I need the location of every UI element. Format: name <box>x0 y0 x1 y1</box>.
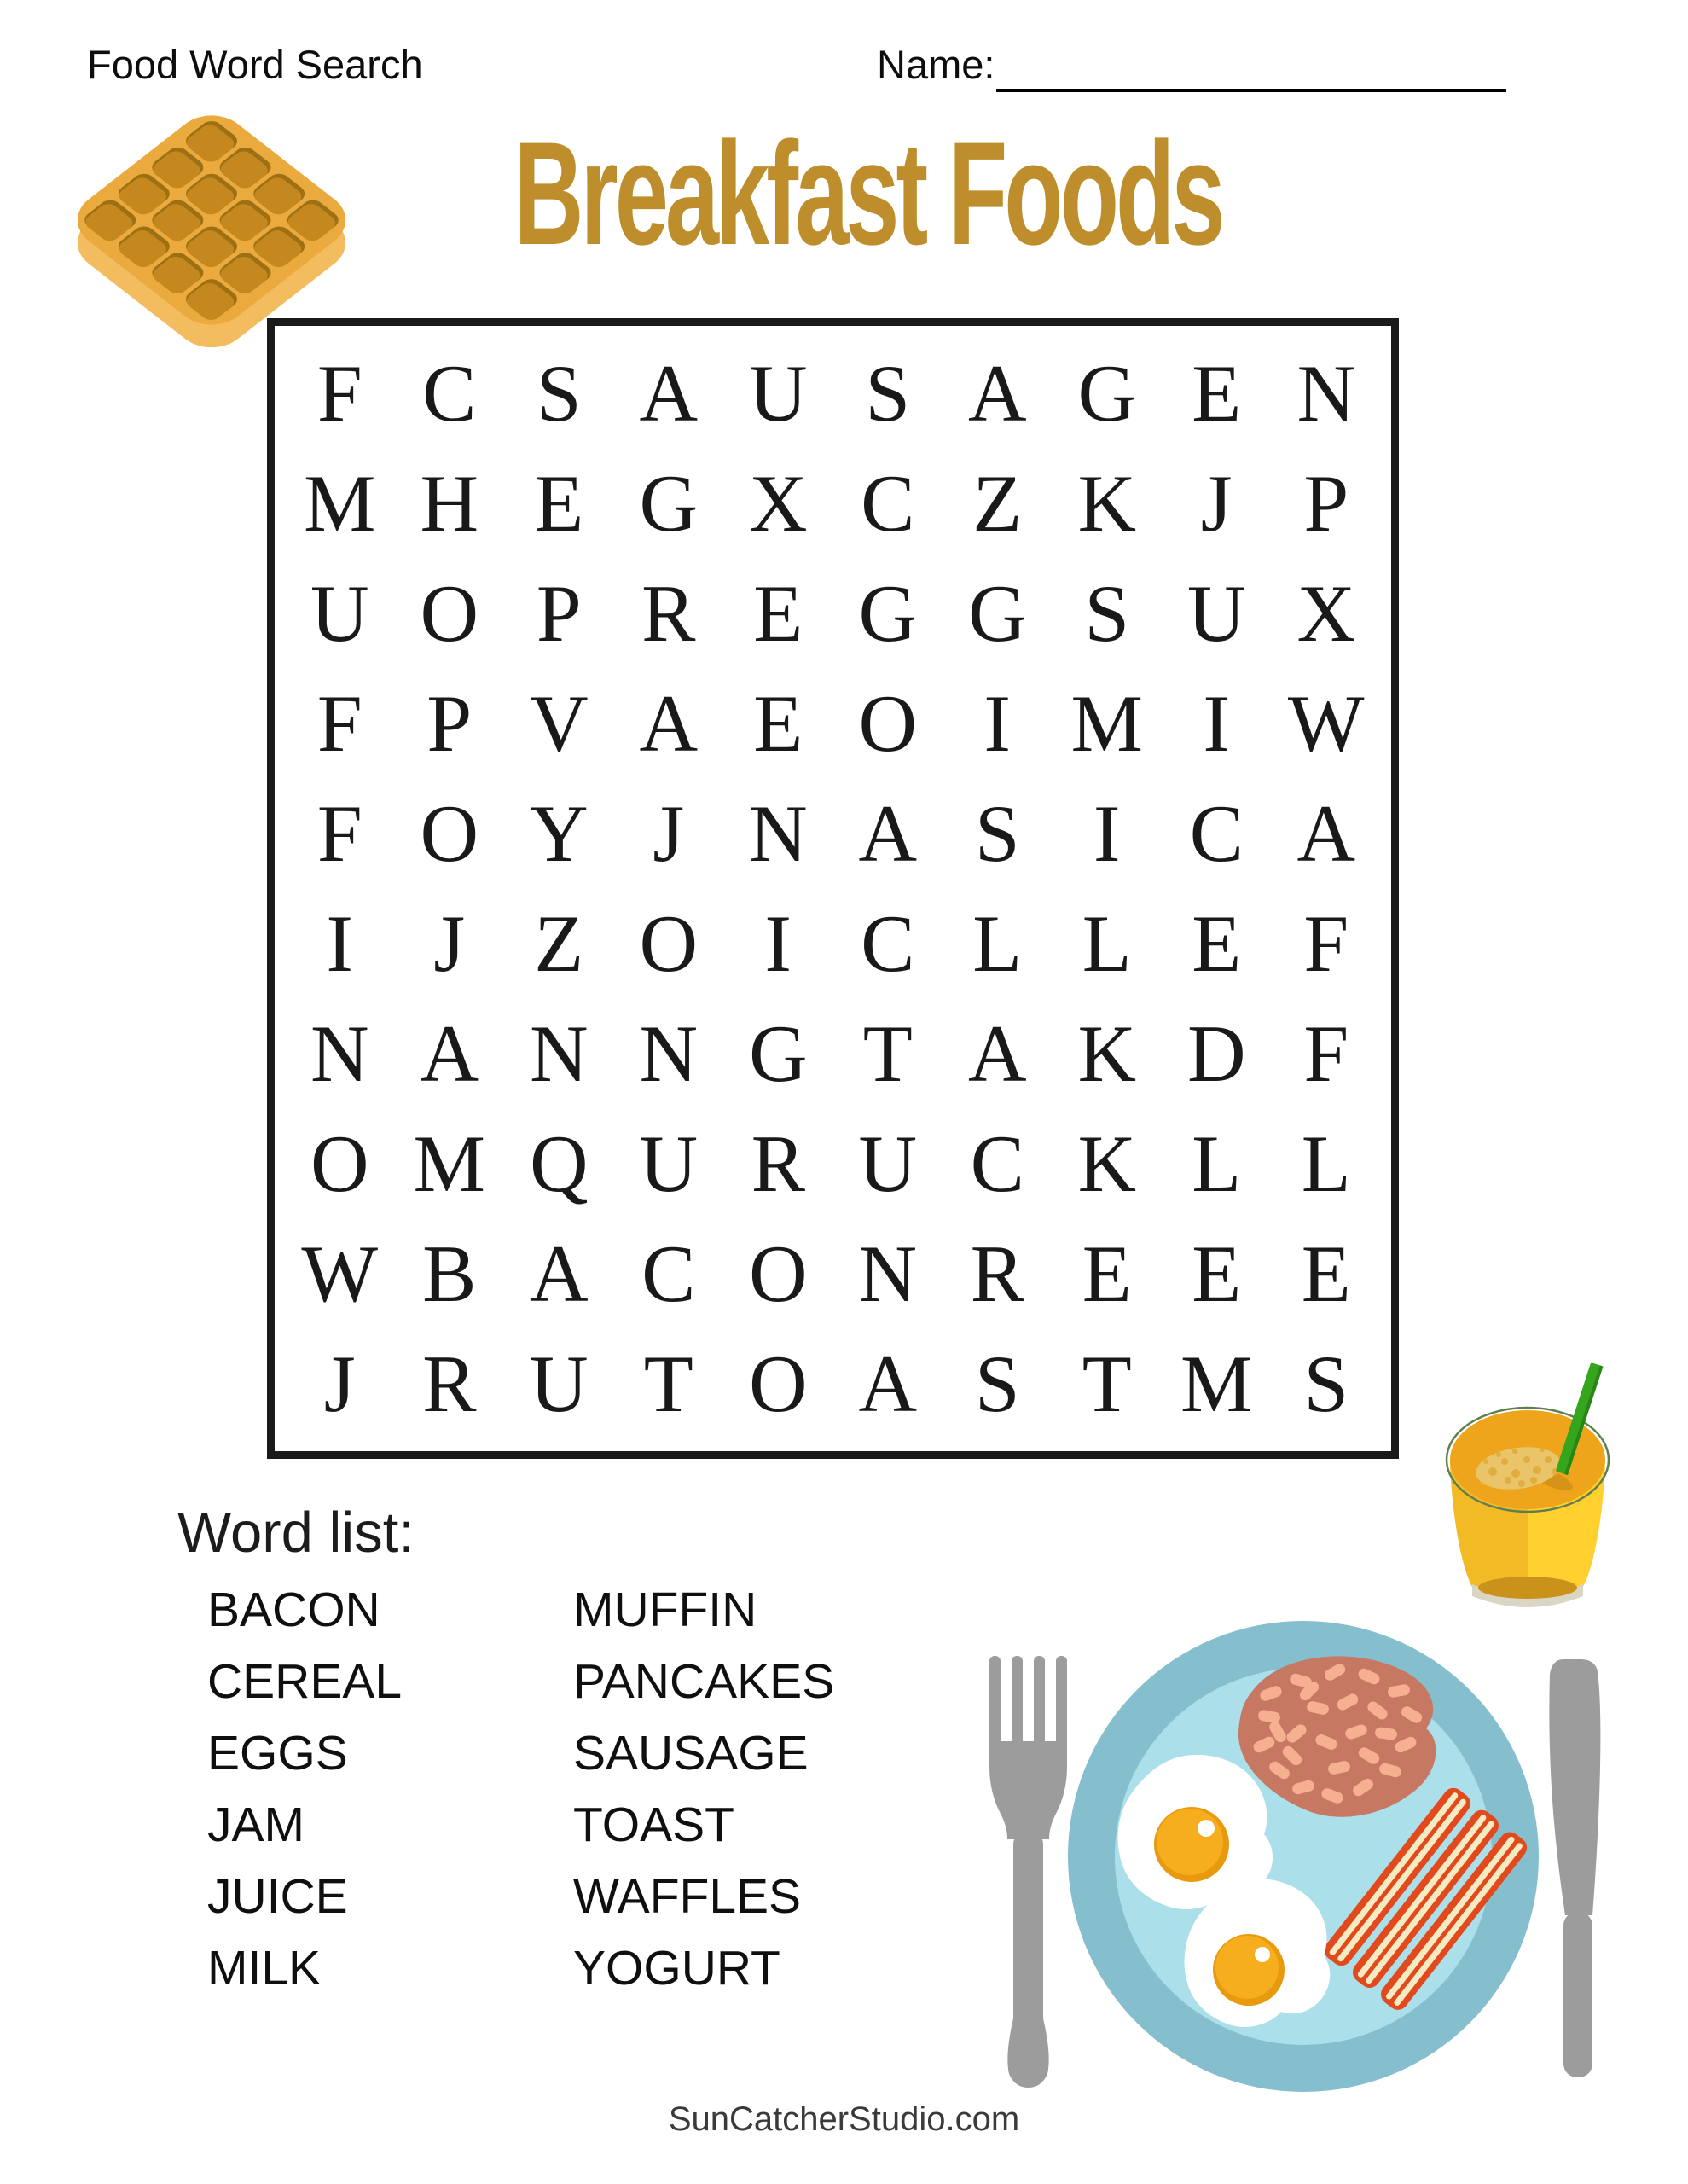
word-list-item-waffles: WAFFLES <box>573 1869 802 1924</box>
grid-letter-r7c10: F <box>1303 1008 1349 1100</box>
grid-letter-r9c5: O <box>748 1228 808 1320</box>
grid-letter-r7c4: N <box>639 1008 699 1100</box>
grid-letter-r8c4: U <box>639 1118 699 1210</box>
grid-letter-r7c5: G <box>748 1008 808 1100</box>
word-list-item-sausage: SAUSAGE <box>573 1726 809 1780</box>
grid-letter-r5c3: Y <box>529 787 589 879</box>
grid-letter-r1c6: S <box>865 347 911 439</box>
grid-letter-r7c1: N <box>310 1008 369 1100</box>
grid-letter-r10c9: M <box>1180 1339 1253 1430</box>
grid-letter-r1c7: A <box>967 347 1027 439</box>
grid-letter-r2c5: X <box>748 457 808 549</box>
grid-letter-r1c9: E <box>1192 347 1242 439</box>
word-list-item-jam: JAM <box>207 1798 305 1852</box>
grid-letter-r2c7: Z <box>972 457 1023 549</box>
grid-letter-r10c10: S <box>1303 1339 1349 1430</box>
word-list-item-pancakes: PANCAKES <box>573 1654 835 1709</box>
grid-letter-r3c5: E <box>753 567 803 659</box>
grid-letter-r4c7: I <box>983 677 1012 769</box>
grid-letter-r2c8: K <box>1077 457 1137 549</box>
grid-letter-r8c6: U <box>858 1118 918 1210</box>
website-credit: SunCatcherStudio.com <box>668 2100 1020 2138</box>
grid-letter-r5c2: O <box>420 787 479 879</box>
grid-letter-r9c6: N <box>858 1228 918 1320</box>
grid-letter-r1c2: C <box>422 347 477 439</box>
grid-letter-r4c1: F <box>316 677 363 769</box>
word-list-item-yogurt: YOGURT <box>573 1941 780 1995</box>
grid-letter-r4c4: A <box>639 677 699 769</box>
grid-letter-r2c10: P <box>1303 457 1349 549</box>
grid-letter-r5c7: S <box>974 787 1020 879</box>
grid-letter-r6c3: Z <box>534 898 584 990</box>
word-list-heading: Word list: <box>177 1501 415 1565</box>
word-list-column-2 <box>573 1574 834 2004</box>
word-list-item-bacon: BACON <box>207 1583 380 1637</box>
grid-letter-r7c9: D <box>1186 1008 1246 1100</box>
grid-letter-r5c4: J <box>653 787 685 879</box>
grid-letter-r9c2: B <box>422 1228 477 1320</box>
grid-letter-r2c9: J <box>1200 457 1233 549</box>
grid-letter-r4c10: W <box>1287 677 1365 769</box>
waffle-icon <box>41 94 382 380</box>
grid-letter-r2c4: G <box>639 457 699 549</box>
grid-letter-r8c9: L <box>1192 1118 1242 1210</box>
grid-letter-r8c10: L <box>1301 1118 1351 1210</box>
grid-letter-r1c10: N <box>1296 347 1356 439</box>
word-list-item-juice: JUICE <box>207 1869 348 1924</box>
grid-letter-r1c1: F <box>316 347 363 439</box>
grid-letter-r8c8: K <box>1077 1118 1137 1210</box>
grid-letter-r6c5: I <box>764 898 792 990</box>
grid-letter-r10c8: T <box>1082 1339 1132 1430</box>
grid-letter-r9c10: E <box>1301 1228 1351 1320</box>
grid-letter-r6c7: L <box>972 898 1023 990</box>
grid-letter-r1c3: S <box>536 347 582 439</box>
grid-letter-r8c5: R <box>751 1118 805 1210</box>
grid-letter-r10c1: J <box>323 1339 356 1430</box>
grid-letter-r6c8: L <box>1082 898 1132 990</box>
grid-letter-r3c9: U <box>1186 567 1246 659</box>
grid-letter-r10c2: R <box>422 1339 477 1430</box>
grid-letter-r4c8: M <box>1070 677 1143 769</box>
grid-letter-r9c7: R <box>970 1228 1024 1320</box>
word-list-item-toast: TOAST <box>573 1798 734 1852</box>
grid-letter-r7c7: A <box>967 1008 1027 1100</box>
grid-letter-r5c8: I <box>1093 787 1121 879</box>
grid-letter-r3c1: U <box>310 567 369 659</box>
grid-letter-r3c6: G <box>858 567 918 659</box>
grid-letter-r10c5: O <box>748 1339 808 1430</box>
fork-icon <box>989 1656 1067 2088</box>
grid-letter-r5c5: N <box>748 787 808 879</box>
name-label: Name: <box>877 42 995 87</box>
grid-letter-r3c7: G <box>967 567 1027 659</box>
grid-letter-r1c5: U <box>748 347 808 439</box>
grid-letter-r1c8: G <box>1077 347 1137 439</box>
grid-letter-r7c3: N <box>529 1008 589 1100</box>
name-blank-line[interactable] <box>996 89 1506 92</box>
grid-letter-r6c10: F <box>1303 898 1349 990</box>
grid-letter-r5c6: A <box>858 787 918 879</box>
grid-letter-r1c4: A <box>639 347 699 439</box>
worksheet-type-label: Food Word Search <box>87 42 423 87</box>
puzzle-title: Breakfast Foods <box>513 112 1222 276</box>
word-list-item-eggs: EGGS <box>207 1726 348 1780</box>
grid-letter-r5c1: F <box>316 787 363 879</box>
grid-letter-r9c3: A <box>529 1228 589 1320</box>
grid-letter-r9c9: E <box>1192 1228 1242 1320</box>
grid-letter-r3c2: O <box>420 567 479 659</box>
grid-letter-r10c4: T <box>643 1339 693 1430</box>
grid-letter-r7c8: K <box>1077 1008 1137 1100</box>
word-search-grid <box>267 318 1399 1459</box>
grid-letter-r6c1: I <box>326 898 354 990</box>
grid-letter-r9c1: W <box>301 1228 379 1320</box>
grid-letter-r2c3: E <box>534 457 584 549</box>
breakfast-plate-illustration <box>938 1612 1629 2107</box>
grid-letter-r4c3: V <box>529 677 589 769</box>
grid-letter-r6c4: O <box>639 898 699 990</box>
grid-letter-r4c9: I <box>1203 677 1231 769</box>
grid-letter-r10c6: A <box>858 1339 918 1430</box>
grid-letter-r6c2: J <box>433 898 466 990</box>
grid-letter-r8c3: Q <box>529 1118 589 1210</box>
word-list-item-milk: MILK <box>207 1941 322 1995</box>
grid-letter-r10c3: U <box>529 1339 589 1430</box>
word-list-column-1 <box>207 1574 402 2004</box>
knife-icon <box>1549 1659 1600 2077</box>
grid-letter-r5c9: C <box>1189 787 1244 879</box>
grid-letter-r4c2: P <box>426 677 473 769</box>
grid-letter-r10c7: S <box>974 1339 1020 1430</box>
grid-letter-r9c4: C <box>641 1228 696 1320</box>
grid-letter-r3c3: P <box>536 567 582 659</box>
grid-letter-r7c2: A <box>420 1008 479 1100</box>
grid-letter-r6c9: E <box>1192 898 1242 990</box>
grid-letter-r2c1: M <box>304 457 376 549</box>
grid-letter-r3c8: S <box>1084 567 1130 659</box>
orange-juice-icon <box>1433 1352 1621 1617</box>
grid-letter-r3c4: R <box>641 567 696 659</box>
grid-letter-r4c5: E <box>753 677 803 769</box>
grid-letter-r8c2: M <box>413 1118 485 1210</box>
grid-letter-r2c2: H <box>420 457 479 549</box>
grid-letter-r6c6: C <box>861 898 915 990</box>
grid-letter-r9c8: E <box>1082 1228 1132 1320</box>
grid-letter-r4c6: O <box>858 677 918 769</box>
grid-letter-r3c10: X <box>1296 567 1356 659</box>
grid-letter-r8c1: O <box>310 1118 369 1210</box>
grid-letter-r5c10: A <box>1296 787 1356 879</box>
grid-letter-r7c6: T <box>862 1008 913 1100</box>
word-list-item-cereal: CEREAL <box>207 1654 403 1709</box>
word-list-item-muffin: MUFFIN <box>573 1583 757 1637</box>
grid-letter-r8c7: C <box>970 1118 1024 1210</box>
grid-letter-r2c6: C <box>861 457 915 549</box>
